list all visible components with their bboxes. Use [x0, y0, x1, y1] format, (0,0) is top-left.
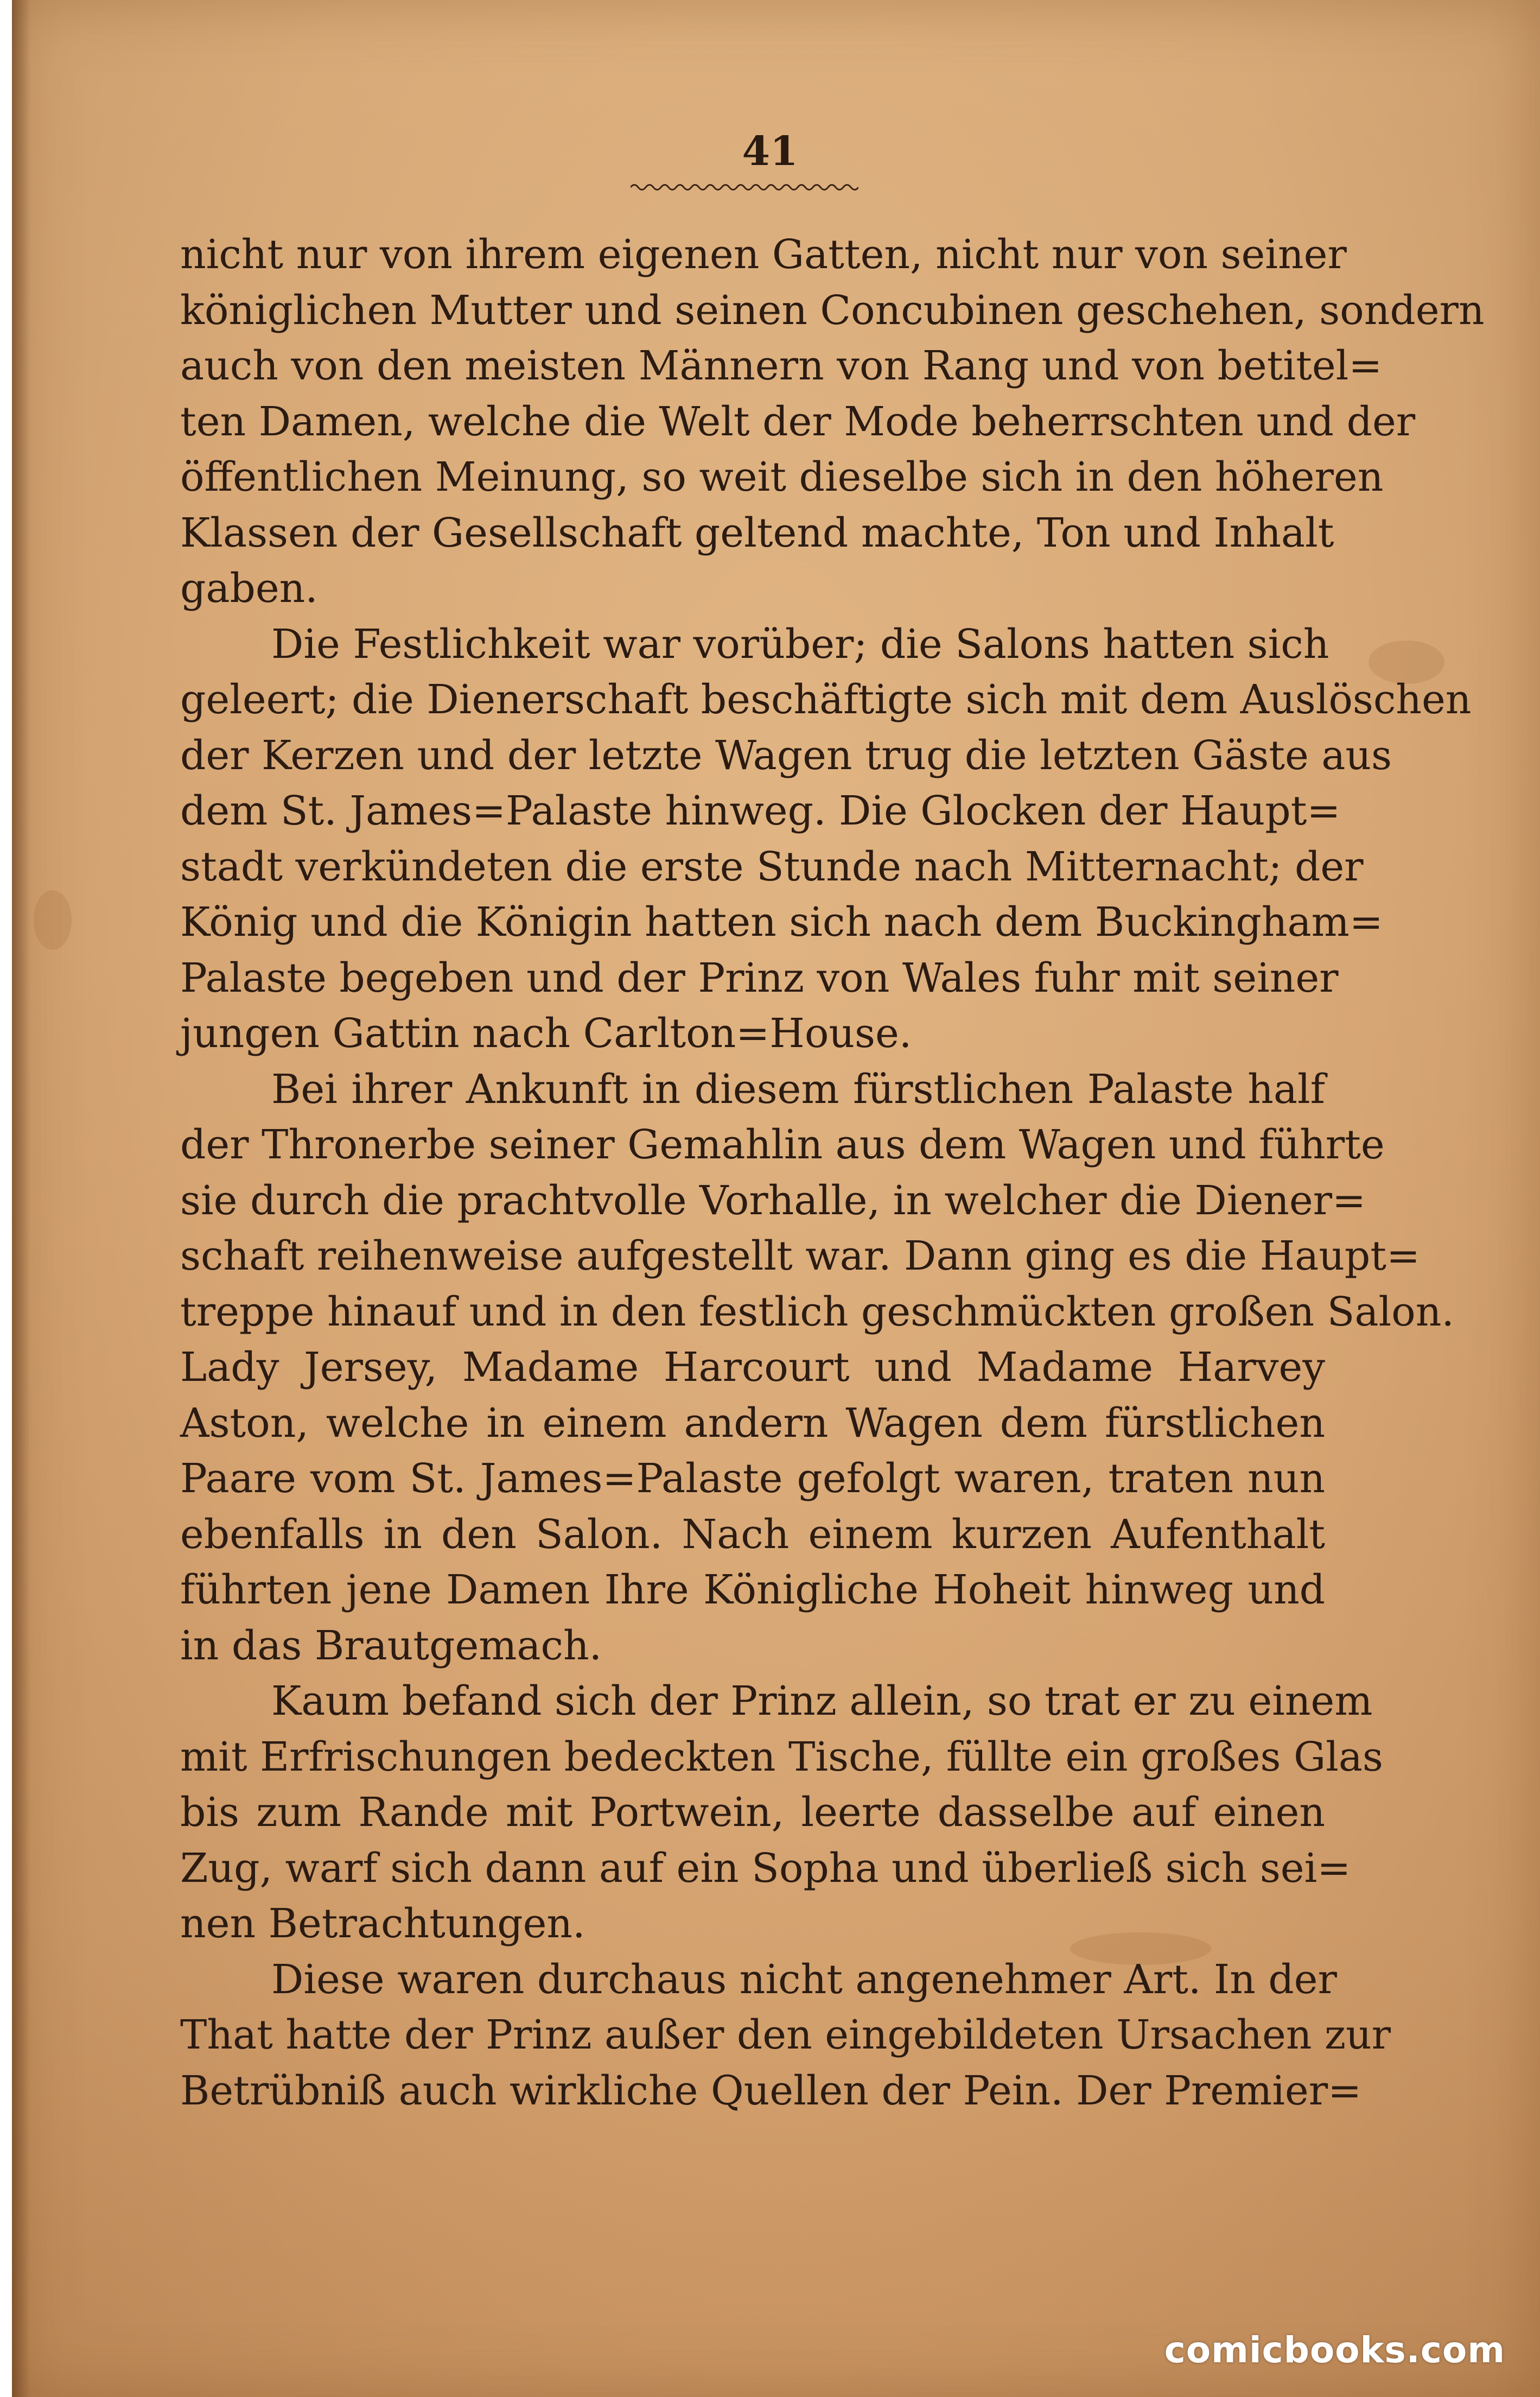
text-line: Klassen der Gesellschaft geltend machte, Ton und Inhalt: [180, 509, 1334, 556]
text-line: Kaum befand sich der Prinz allein, so trat er zu einem: [271, 1678, 1373, 1724]
decorative-rule: [631, 182, 858, 192]
text-line: öffentlichen Meinung, so weit dieselbe sich in den höheren: [180, 454, 1384, 500]
text-line: dem St. James=Palaste hinweg. Die Glocken der Haupt=: [180, 788, 1341, 834]
body-text: [180, 227, 1485, 2119]
watermark: comicbooks.com: [1164, 2329, 1505, 2371]
text-line: gaben.: [180, 565, 318, 612]
text-line: Bei ihrer Ankunft in diesem fürstlichen Palaste half: [271, 1066, 1325, 1113]
text-line: ebenfalls in den Salon. Nach einem kurzen Aufenthalt: [180, 1511, 1325, 1558]
text-line: Zug, warf sich dann auf ein Sopha und überließ sich sei=: [180, 1844, 1351, 1892]
page-number: 41: [742, 128, 798, 175]
text-line: mit Erfrischungen bedeckten Tische, füllte ein großes Glas: [180, 1733, 1383, 1780]
text-line: Betrübniß auch wirkliche Quellen der Pein. Der Premier=: [180, 2067, 1362, 2114]
text-line: treppe hinauf und in den festlich geschmückten großen Salon.: [180, 1288, 1454, 1335]
text-line: ten Damen, welche die Welt der Mode beherrschten und der: [180, 398, 1416, 445]
text-line: in das Brautgemach.: [180, 1622, 602, 1669]
text-line: Aston, welche in einem andern Wagen dem fürstlichen: [180, 1399, 1325, 1447]
text-line: königlichen Mutter und seinen Concubinen geschehen, sondern: [180, 287, 1485, 334]
text-line: bis zum Rande mit Portwein, leerte dasselbe auf einen: [180, 1789, 1325, 1836]
text-line: Palaste begeben und der Prinz von Wales fuhr mit seiner: [180, 954, 1339, 1001]
paper-stain: [34, 890, 72, 950]
book-page: [12, 0, 1540, 2397]
text-line: sie durch die prachtvolle Vorhalle, in welcher die Diener=: [180, 1177, 1366, 1224]
text-line: führten jene Damen Ihre Königliche Hoheit hinweg und: [180, 1567, 1325, 1613]
text-line: geleert; die Dienerschaft beschäftigte sich mit dem Auslöschen: [180, 676, 1472, 723]
text-line: der Kerzen und der letzte Wagen trug die letzten Gäste aus: [180, 732, 1392, 779]
text-line: nen Betrachtungen.: [180, 1900, 586, 1947]
text-line: der Thronerbe seiner Gemahlin aus dem Wagen und führte: [180, 1121, 1385, 1168]
text-line: auch von den meisten Männern von Rang und von betitel=: [180, 343, 1383, 389]
text-line: Paare vom St. James=Palaste gefolgt waren, traten nun: [180, 1455, 1325, 1502]
text-line: Die Festlichkeit war vorüber; die Salons hatten sich: [271, 620, 1329, 668]
text-line: König und die Königin hatten sich nach dem Buckingham=: [180, 899, 1383, 946]
text-line: Diese waren durchaus nicht angenehmer Art. In der: [271, 1956, 1337, 2003]
text-line: schaft reihenweise aufgestellt war. Dann ging es die Haupt=: [180, 1233, 1421, 1279]
text-line: stadt verkündeten die erste Stunde nach Mitternacht; der: [180, 843, 1364, 890]
text-line: Lady Jersey, Madame Harcourt und Madame Harvey: [180, 1344, 1325, 1391]
text-line: That hatte der Prinz außer den eingebildeten Ursachen zur: [180, 2012, 1391, 2058]
text-line: jungen Gattin nach Carlton=House.: [180, 1010, 912, 1057]
text-line: nicht nur von ihrem eigenen Gatten, nicht nur von seiner: [180, 231, 1347, 278]
